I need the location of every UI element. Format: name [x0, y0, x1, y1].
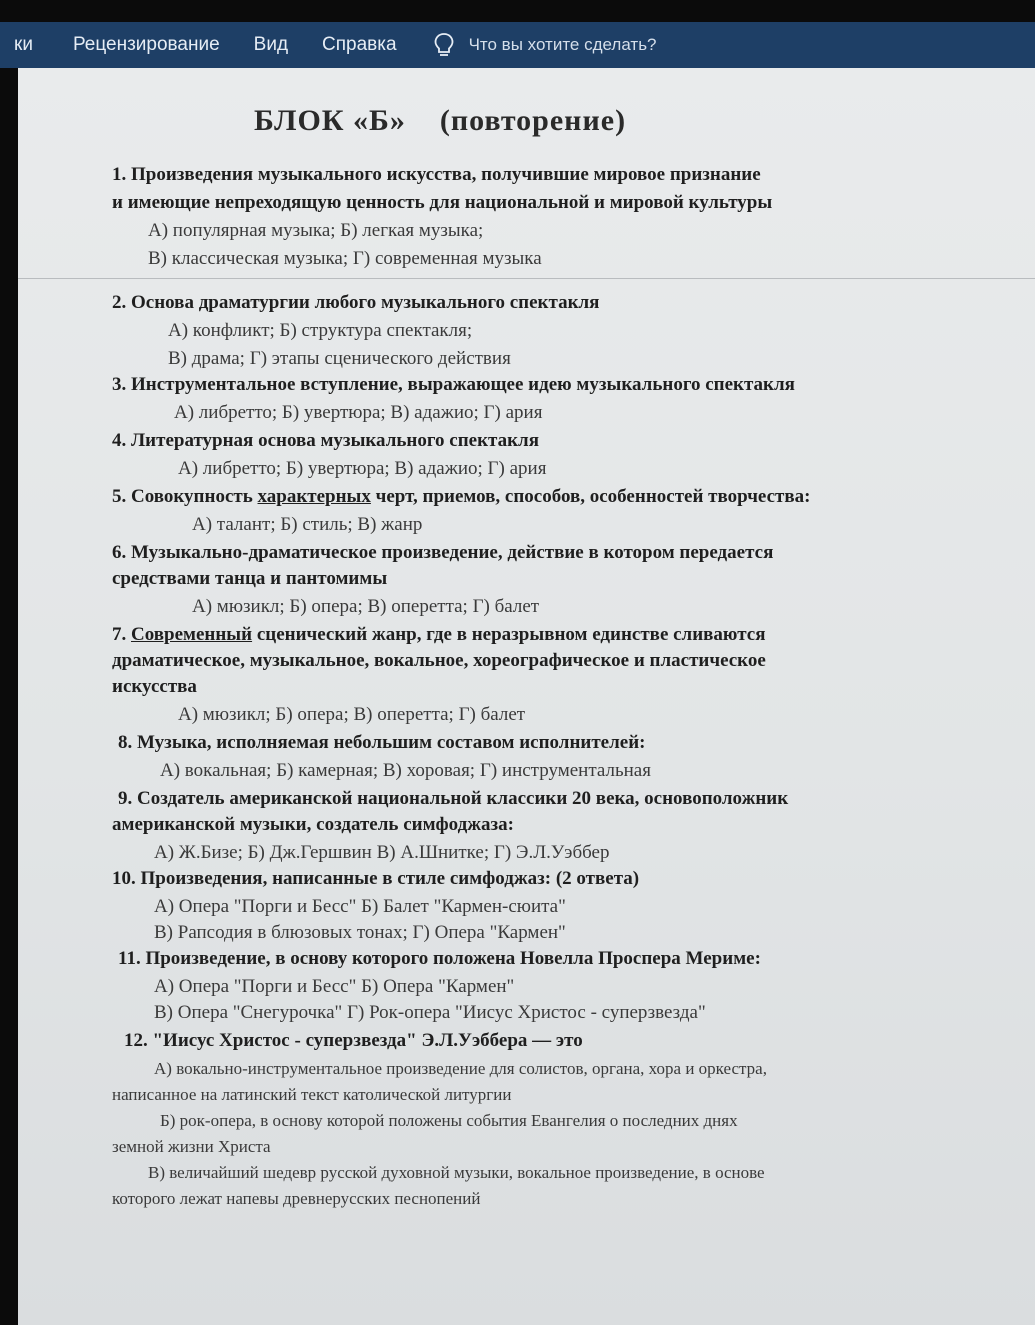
- question-12-option-line-2: написанное на латинский текст католической литургии: [112, 1085, 512, 1104]
- ribbon-tab-help[interactable]: Справка: [322, 34, 397, 55]
- question-9-line-2: американской музыки, создатель симфоджаза:: [112, 814, 514, 835]
- question-10-line-1: 10. Произведения, написанные в стиле симфоджаз: (2 ответа): [112, 868, 640, 889]
- question-12-option-line-6: которого лежат напевы древнерусских песнопений: [112, 1189, 481, 1208]
- lightbulb-icon: [431, 31, 457, 59]
- question-12-option-line-3: Б) рок-опера, в основу которой положены события Евангелия о последних днях: [160, 1111, 738, 1130]
- question-3-option-line-1: А) либретто; Б) увертюра; В) адажио; Г) ария: [174, 402, 543, 423]
- question-11-line-1: 11. Произведение, в основу которого положена Новелла Проспера Мериме:: [118, 948, 761, 969]
- ribbon-tab-view[interactable]: Вид: [253, 34, 289, 55]
- question-1-option-line-2: В) классическая музыка; Г) современная музыка: [148, 248, 542, 269]
- question-6-line-2: средствами танца и пантомимы: [112, 568, 388, 589]
- question-4-option-line-1: А) либретто; Б) увертюра; В) адажио; Г) ария: [178, 458, 547, 479]
- question-1-line-1: 1. Произведения музыкального искусства, получившие мировое признание: [112, 164, 761, 185]
- question-7-line-2: драматическое, музыкальное, вокальное, хореографическое и пластическое: [112, 650, 766, 671]
- question-1-option-line-1: А) популярная музыка; Б) легкая музыка;: [148, 220, 484, 241]
- question-12-option-line-4: земной жизни Христа: [112, 1137, 271, 1156]
- document-title: БЛОК «Б» (повторение): [254, 104, 627, 137]
- question-9-line-1: 9. Создатель американской национальной классики 20 века, основоположник: [118, 788, 789, 809]
- ribbon-tab-review[interactable]: Рецензирование: [72, 34, 220, 55]
- question-6-line-1: 6. Музыкально-драматическое произведение, действие в котором передается: [112, 542, 774, 563]
- question-9-option-line-1: А) Ж.Бизе; Б) Дж.Гершвин В) А.Шнитке; Г) Э.Л.Уэббер: [154, 842, 610, 863]
- document-page: [18, 68, 1035, 1325]
- question-2-option-line-2: В) драма; Г) этапы сценического действия: [168, 348, 511, 369]
- question-6-option-line-1: А) мюзикл; Б) опера; В) оперетта; Г) балет: [192, 596, 540, 617]
- tell-me-search[interactable]: [431, 31, 657, 59]
- question-11-option-line-2: В) Опера "Снегурочка" Г) Рок-опера "Иисус Христос - суперзвезда": [154, 1002, 706, 1023]
- question-10-option-line-1: А) Опера "Порги и Бесс" Б) Балет "Кармен-сюита": [154, 896, 566, 917]
- question-4-line-1: 4. Литературная основа музыкального спектакля: [112, 430, 539, 451]
- question-8-option-line-1: А) вокальная; Б) камерная; В) хоровая; Г) инструментальная: [160, 760, 651, 781]
- question-5-option-line-1: А) талант; Б) стиль; В) жанр: [192, 514, 423, 535]
- question-2-line-1: 2. Основа драматургии любого музыкального спектакля: [112, 292, 600, 313]
- question-12-line-1: 12. "Иисус Христос - суперзвезда" Э.Л.Уэббера — это: [124, 1030, 583, 1051]
- question-3-line-1: 3. Инструментальное вступление, выражающее идею музыкального спектакля: [112, 374, 795, 395]
- ribbon-tab-partial[interactable]: ки: [14, 34, 33, 55]
- question-2-option-line-1: А) конфликт; Б) структура спектакля;: [168, 320, 473, 341]
- question-8-line-1: 8. Музыка, исполняемая небольшим составом исполнителей:: [118, 732, 646, 753]
- ribbon-menu-bar: [0, 22, 1035, 68]
- question-7-line-1: 7. Современный сценический жанр, где в неразрывном единстве сливаются: [112, 624, 766, 645]
- question-7-option-line-1: А) мюзикл; Б) опера; В) оперетта; Г) балет: [178, 704, 526, 725]
- question-12-option-line-5: В) величайший шедевр русской духовной музыки, вокальное произведение, в основе: [148, 1163, 765, 1182]
- question-7-line-3: искусства: [112, 676, 197, 697]
- page-divider: [18, 278, 1035, 279]
- question-12-option-line-1: А) вокально-инструментальное произведение для солистов, органа, хора и оркестра,: [154, 1059, 767, 1078]
- tell-me-placeholder: Что вы хотите сделать?: [468, 35, 657, 54]
- question-5-line-1: 5. Совокупность характерных черт, приемов, способов, особенностей творчества:: [112, 486, 811, 507]
- question-10-option-line-2: В) Рапсодия в блюзовых тонах; Г) Опера "Кармен": [154, 922, 566, 943]
- question-11-option-line-1: А) Опера "Порги и Бесс" Б) Опера "Кармен": [154, 976, 515, 997]
- question-1-line-2: и имеющие непреходящую ценность для национальной и мировой культуры: [112, 192, 773, 213]
